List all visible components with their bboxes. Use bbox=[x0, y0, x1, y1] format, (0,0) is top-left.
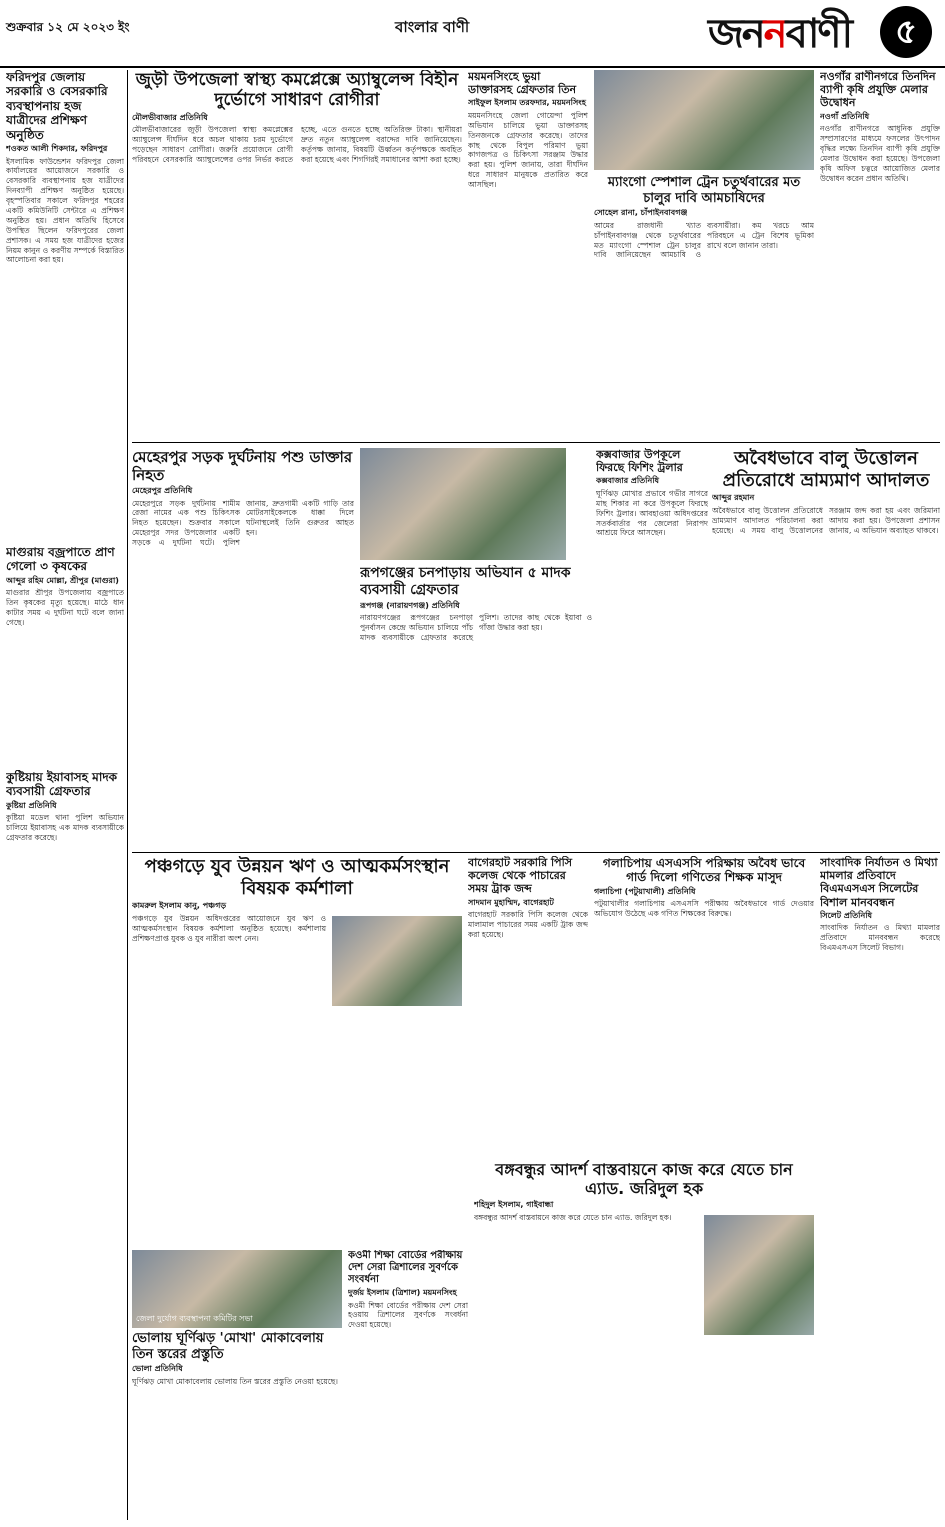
article-body: নারায়ণগঞ্জের রূপগঞ্জের চনপাড়া পুনর্বাসন কেন্দ্রে অভিযান চালিয়ে পাঁচ মাদক ব্যবসায়ীকে গ্রেফতার করেছে পুলিশ। তাদের কাছ থেকে ইয়াবা ও গাঁজা উদ্ধার করা হয়। bbox=[360, 613, 592, 642]
logo-part-a: জন bbox=[708, 11, 764, 57]
article-body: বাগেরহাট সরকারি পিসি কলেজ থেকে মালামাল পাচারের সময় একটি ট্রাক জব্দ করা হয়েছে। bbox=[468, 910, 588, 939]
article-qawmi bbox=[348, 1250, 468, 1515]
article-body: ইসলামিক ফাউন্ডেশন ফরিদপুর জেলা কার্যালয়ের আয়োজনে সরকারি ও বেসরকারি ব্যবস্থাপনায় হজ যাত্রীদের দিনব্যাপী প্রশিক্ষণ অনুষ্ঠিত হয়েছে। বৃহস্পতিবার সকালে ফরিদপুর শহরের একটি কমিউনিটি সেন্টারে এ প্রশিক্ষণ অনুষ্ঠিত হয়। প্রধান অতিথি হিসেবে উপস্থিত ছিলেন ফরিদপুরের জেলা প্রশাসক। এ সময় হজ যাত্রীদের হজের নিয়ম কানুন ও করণীয় সম্পর্কে বিস্তারিত আলোচনা করা হয়। bbox=[6, 156, 124, 265]
headline: ম্যাংগো স্পেশাল ট্রেন চতুর্থবারের মত চালুর দাবি আমচাষিদের bbox=[607, 175, 801, 206]
article-galachipa bbox=[594, 856, 814, 1156]
article-juri bbox=[132, 70, 462, 435]
article-naogaon bbox=[820, 70, 940, 440]
article-body: ঘূর্ণিঝড় মোখার প্রভাবে গভীর সাগরে মাছ শিকার না করে উপকূলে ফিরছে ফিশিং ট্রলার। আবহাওয়া অধিদপ্তরের সতর্কবার্তার পর জেলেরা নিরাপদ আশ্রয়ে ফিরে আসছেন। bbox=[596, 488, 708, 538]
article-kushtia bbox=[6, 770, 124, 1515]
headline: মাগুরায় বজ্রপাতে প্রাণ গেলো ৩ কৃষকের bbox=[6, 545, 115, 574]
headline: জুড়ী উপজেলা স্বাস্থ্য কমপ্লেক্সে অ্যাম্বুলেন্স বিহীন দুর্ভোগে সাধারণ রোগীরা bbox=[135, 70, 459, 111]
headline: বাগেরহাট সরকারি পিসি কলেজ থেকে পাচারের সময় ট্রাক জব্দ bbox=[468, 856, 573, 896]
mango-train-photo bbox=[594, 70, 814, 170]
page-number: ৫ bbox=[880, 6, 932, 58]
headline: কুষ্টিয়ায় ইয়াবাসহ মাদক ব্যবসায়ী গ্রেফতার bbox=[6, 770, 118, 799]
headline: সাংবাদিক নির্যাতন ও মিথ্যা মামলার প্রতিবাদে বিএমএসএস সিলেটের বিশাল মানববন্ধন bbox=[820, 856, 938, 909]
workshop-photo bbox=[332, 916, 462, 1006]
byline: মৌলভীবাজার প্রতিনিধি bbox=[132, 112, 208, 122]
headline: ময়মনসিংহে ভুয়া ডাক্তারসহ গ্রেফতার তিন bbox=[468, 70, 577, 97]
article-body: মাগুরার শ্রীপুর উপজেলায় বজ্রপাতে তিন কৃষকের মৃত্যু হয়েছে। মাঠে ধান কাটার সময় এ দুর্ঘটনা ঘটে বলে জানা গেছে। bbox=[6, 588, 124, 627]
article-body: নওগাঁর রাণীনগরে আধুনিক প্রযুক্তি সম্প্রসারণের মাধ্যমে ফসলের উৎপাদন বৃদ্ধির লক্ষ্যে তিনদিন ব্যাপী কৃষি প্রযুক্তি মেলার উদ্বোধন করা হয়েছে। উপজেলা কৃষি অফিস চত্বরে আয়োজিত মেলার উদ্বোধন করেন প্রধান অতিথি। bbox=[820, 124, 940, 183]
horizontal-rule bbox=[132, 852, 940, 853]
article-body: ঘূর্ণিঝড় মোখা মোকাবেলায় ভোলায় তিন স্তরের প্রস্তুতি নেওয়া হয়েছে। bbox=[132, 1376, 338, 1386]
article-body: বঙ্গবন্ধুর আদর্শ বাস্তবায়নে কাজ করে যেতে চান এ্যাড. জরিদুল হক। bbox=[474, 1212, 672, 1222]
article-body: কুষ্টিয়া মডেল থানা পুলিশ অভিযান চালিয়ে ইয়াবাসহ এক মাদক ব্যবসায়ীকে গ্রেফতার করেছে। bbox=[6, 813, 124, 843]
article-body: ময়মনসিংহে জেলা গোয়েন্দা পুলিশ অভিযান চালিয়ে ভুয়া ডাক্তারসহ তিনজনকে গ্রেফতার করেছে। তাদের কাছ থেকে বিপুল পরিমাণ ভুয়া কাগজপত্র ও চিকিৎসা সরঞ্জাম উদ্ধার করা হয়। পুলিশ জানায়, তারা দীর্ঘদিন ধরে সাধারণ মানুষকে প্রতারিত করে আসছিল। bbox=[468, 110, 588, 190]
byline: আব্দুর রহমান bbox=[712, 493, 755, 503]
byline: কামরুল ইসলাম কানু, পঞ্চগড় bbox=[132, 901, 227, 911]
article-body: আমের রাজধানী খ্যাত চাঁপাইনবাবগঞ্জ থেকে চতুর্থবারের মত ম্যাংগো স্পেশাল ট্রেন চালুর দাবি জানিয়েছেন আমচাষি ও ব্যবসায়ীরা। কম খরচে আম পরিবহনে এ ট্রেন বিশেষ ভূমিকা রাখে বলে জানান তারা। bbox=[594, 220, 814, 260]
issue-date: শুক্রবার ১২ মে ২০২৩ ইং bbox=[6, 20, 130, 34]
headline: মেহেরপুর সড়ক দুর্ঘটনায় পশু ডাক্তার নিহত bbox=[132, 448, 353, 484]
byline: সিলেট প্রতিনিধি bbox=[820, 910, 872, 920]
article-meherpur bbox=[132, 448, 354, 848]
newspaper-logo bbox=[708, 8, 851, 61]
article-body: অবৈধভাবে বালু উত্তোলন প্রতিরোধে ভ্রাম্যমাণ আদালত পরিচালনা করা হয়েছে। এ সময় বালু উত্তোলনের সরঞ্জাম জব্দ করা হয় এবং জরিমানা আদায় করা হয়। উপজেলা প্রশাসন জানায়, এ অভিযান অব্যাহত থাকবে। bbox=[712, 505, 940, 535]
article-bhola bbox=[132, 1250, 342, 1515]
article-body: কওমী শিক্ষা বোর্ডের পরীক্ষায় দেশ সেরা হওয়ায় ত্রিশালের সুবর্ণকে সংবর্ধনা দেওয়া হয়েছে। bbox=[348, 1300, 468, 1330]
column-rule bbox=[127, 70, 128, 1520]
byline: আব্দুর রহিম মোল্লা, শ্রীপুর (মাগুরা) bbox=[6, 575, 119, 585]
portrait-photo bbox=[704, 1215, 814, 1335]
headline: রূপগঞ্জের চনপাড়ায় অভিযান ৫ মাদক ব্যবসায়ী গ্রেফতার bbox=[360, 565, 571, 598]
article-body: সাংবাদিক নির্যাতন ও মিথ্যা মামলার প্রতিবাদে মানববন্ধন করেছে বিএমএসএস সিলেট বিভাগ। bbox=[820, 923, 940, 953]
byline: রূপগঞ্জ (নারায়ণগঞ্জ) প্রতিনিধি bbox=[360, 600, 460, 610]
logo-part-c: বাণী bbox=[785, 11, 852, 57]
article-mymensingh bbox=[468, 70, 588, 440]
byline: কক্সবাজার প্রতিনিধি bbox=[596, 476, 660, 486]
headline: পঞ্চগড়ে যুব উন্নয়ন ঋণ ও আত্মকর্মসংস্থান বিষয়ক কর্মশালা bbox=[144, 856, 450, 899]
byline: সাদমান মুহাম্মিদ, বাগেরহাট bbox=[468, 897, 554, 907]
masthead bbox=[0, 0, 945, 68]
photo-caption: জেলা দুর্যোগ ব্যবস্থাপনা কমিটির সভা bbox=[136, 1314, 253, 1324]
article-body: পঞ্চগড়ে যুব উন্নয়ন অধিদপ্তরের আয়োজনে যুব ঋণ ও আত্মকর্মসংস্থান বিষয়ক কর্মশালা অনুষ্ঠিত হয়েছে। কর্মশালায় প্রশিক্ষণপ্রাপ্ত যুবক ও যুব নারীরা অংশ নেন। bbox=[132, 913, 326, 943]
meeting-photo bbox=[132, 1250, 342, 1328]
article-bagerhat bbox=[468, 856, 588, 1156]
headline: অবৈধভাবে বালু উত্তোলন প্রতিরোধে ভ্রাম্যমাণ আদালত bbox=[722, 448, 930, 491]
article-panchagarh bbox=[132, 856, 462, 1246]
article-body: পটুয়াখালীর গলাচিপায় এসএসসি পরীক্ষায় অবৈধভাবে গার্ড দেওয়ার অভিযোগ উঠেছে এক গণিত শিক্ষকের বিরুদ্ধে। bbox=[594, 899, 814, 919]
logo-part-b: ন bbox=[763, 11, 786, 57]
section-title: বাংলার বাণী bbox=[395, 18, 470, 36]
arrest-photo bbox=[360, 448, 566, 560]
article-magura bbox=[6, 545, 124, 765]
byline: দুর্জয় ইসলাম (ত্রিশাল) ময়মনসিংহ bbox=[348, 1288, 457, 1297]
headline: ফরিদপুর জেলায় সরকারি ও বেসরকারি ব্যবস্থাপনায় হজ যাত্রীদের প্রশিক্ষণ অনুষ্ঠিত bbox=[6, 70, 108, 142]
horizontal-rule bbox=[132, 442, 940, 443]
article-body: মৌলভীবাজারের জুড়ী উপজেলা স্বাস্থ্য কমপ্লেক্সের অ্যাম্বুলেন্স দীর্ঘদিন ধরে অচল থাকায় চরম দুর্ভোগে পড়েছেন সাধারণ রোগীরা। জরুরি প্রয়োজনে রোগী পরিবহনে বেসরকারি অ্যাম্বুলেন্সের ওপর নির্ভর করতে হচ্ছে, এতে গুনতে হচ্ছে অতিরিক্ত টাকা। স্থানীয়রা দ্রুত নতুন অ্যাম্বুলেন্স বরাদ্দের দাবি জানিয়েছেন। কর্তৃপক্ষ জানায়, বিষয়টি ঊর্ধ্বতন কর্তৃপক্ষকে অবহিত করা হয়েছে এবং শিগগিরই সমাধানের আশা করা হচ্ছে। bbox=[132, 125, 462, 164]
article-body: মেহেরপুরে সড়ক দুর্ঘটনায় শামীম রেজা নামের এক পশু চিকিৎসক নিহত হয়েছেন। শুক্রবার সকালে মেহেরপুর সদর উপজেলার একটি সড়কে এ দুর্ঘটনা ঘটে। পুলিশ জানায়, দ্রুতগামী একটি গাড়ি তার মোটরসাইকেলকে ধাক্কা দিলে ঘটনাস্থলেই তিনি গুরুতর আহত হন। bbox=[132, 498, 354, 548]
byline: সোহেল রানা, চাঁপাইনবাবগঞ্জ bbox=[594, 208, 688, 218]
headline: বঙ্গবন্ধুর আদর্শ বাস্তবায়নে কাজ করে যেতে চান এ্যাড. জরিদুল হক bbox=[495, 1160, 793, 1199]
byline: কুষ্টিয়া প্রতিনিধি bbox=[6, 800, 57, 810]
headline: গলাচিপায় এসএসসি পরিক্ষায় অবৈধ ভাবে গার্ড দিলো গণিতের শিক্ষক মাসুদ bbox=[602, 856, 806, 885]
headline: কক্সবাজার উপকূলে ফিরছে ফিশিং ট্রলার bbox=[596, 448, 683, 475]
byline: শওকত আলী শিকদার, ফরিদপুর bbox=[6, 143, 108, 153]
byline: শহিদুল ইসলাম, গাইবান্ধা bbox=[474, 1200, 554, 1210]
headline: নওগাঁর রাণীনগরে তিনদিন ব্যাপী কৃষি প্রযুক্তি মেলার উদ্বোধন bbox=[820, 70, 936, 110]
article-sand bbox=[712, 448, 940, 848]
article-rupganj bbox=[360, 565, 592, 850]
article-sylhet bbox=[820, 856, 940, 1516]
byline: ভোলা প্রতিনিধি bbox=[132, 1364, 183, 1374]
headline: কওমী শিক্ষা বোর্ডের পরীক্ষায় দেশ সেরা ত্রিশালের সুবর্ণকে সংবর্ধনা bbox=[348, 1250, 463, 1285]
article-bangabandhu bbox=[474, 1160, 814, 1515]
byline: মেহেরপুর প্রতিনিধি bbox=[132, 486, 193, 495]
byline: সাইফুল ইসলাম তরফদার, ময়মনসিংহ bbox=[468, 98, 586, 108]
byline: নওগাঁ প্রতিনিধি bbox=[820, 111, 870, 121]
article-coxsbazar bbox=[596, 448, 708, 848]
article-mango-train bbox=[594, 175, 814, 440]
article-hajj bbox=[6, 70, 124, 540]
byline: গলাচিপা (পটুয়াখালী) প্রতিনিধি bbox=[594, 886, 696, 896]
headline: ভোলায় ঘূর্ণিঝড় 'মোখা' মোকাবেলায় তিন স্তরের প্রস্তুতি bbox=[132, 1331, 324, 1362]
